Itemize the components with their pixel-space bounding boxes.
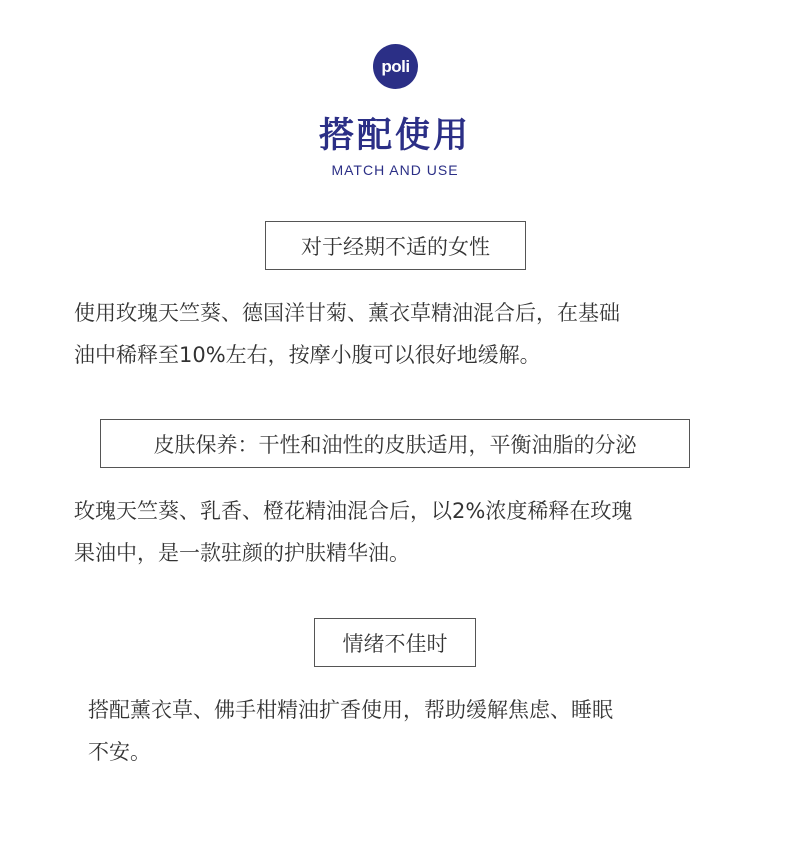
page-title: 搭配使用: [318, 115, 471, 156]
section-label-skincare: 皮肤保养：干性和油性的皮肤适用，平衡油脂的分泌: [100, 419, 690, 468]
brand-logo-text: poli: [381, 56, 410, 76]
section-label-menstrual: 对于经期不适的女性: [265, 221, 526, 270]
section-text-line: 油中稀释至10%左右，按摩小腹可以很好地缓解。: [74, 343, 541, 367]
brand-logo: [373, 44, 418, 89]
section-label-mood: 情绪不佳时: [314, 618, 476, 667]
section-text-line: 玫瑰天竺葵、乳香、橙花精油混合后，以2%浓度稀释在玫瑰: [74, 499, 633, 523]
section-text-line: 使用玫瑰天竺葵、德国洋甘菊、薰衣草精油混合后，在基础: [74, 301, 620, 325]
section-text-line: 搭配薰衣草、佛手柑精油扩香使用，帮助缓解焦虑、睡眠: [88, 698, 613, 722]
section-text-line: 不安。: [88, 740, 151, 764]
section-text-menstrual: [74, 292, 734, 376]
page-subtitle: MATCH AND USE: [331, 162, 459, 178]
section-text-line: 果油中，是一款驻颜的护肤精华油。: [74, 541, 410, 565]
section-text-skincare: [74, 490, 754, 574]
section-text-mood: [88, 689, 728, 773]
